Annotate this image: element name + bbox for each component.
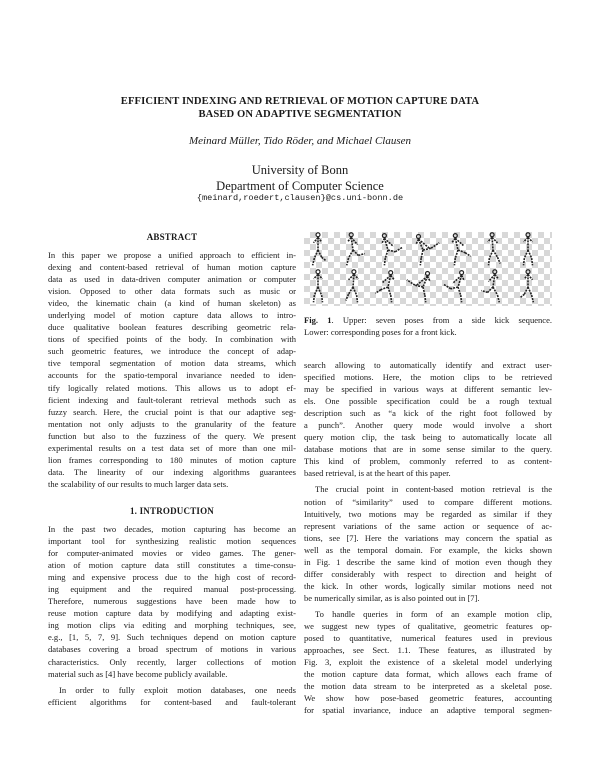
body-line: Fig. 3, exploit the existence of a skeletal model underlying — [304, 657, 552, 668]
body-line: differ considerably with respect to direction and height of — [304, 568, 552, 579]
body-line: description such as “a kick of the right foot followed by — [304, 408, 552, 419]
abstract-line: such geometric features, we introduce the concept of adap- — [48, 346, 296, 357]
skeleton-pose — [416, 235, 439, 266]
body-line: may be specified in various ways at different semantic lev- — [304, 384, 552, 395]
intro-line: reuse motion capture data by modifying and adapting exist- — [48, 608, 296, 619]
email-address: {meinard,roedert,clausen}@cs.uni-bonn.de — [196, 193, 404, 203]
body-line: We show how pose-based geometric features, accounting — [304, 693, 552, 704]
affiliation-university: University of Bonn — [251, 163, 349, 177]
intro-line: ing equipment and the required manual post-processing. — [48, 584, 296, 595]
body-line: the motion capture data format, which allows each frame of — [304, 669, 552, 680]
body-line: Intuitively, two motions may be regarded as similar if they — [304, 508, 552, 519]
abstract-line: vision. Opposed to other data formats such as music or — [48, 286, 296, 297]
figure-caption-label: Fig. 1 — [304, 315, 332, 325]
figure-caption-line-1: . Upper: seven poses from a side kick sequence. — [331, 315, 553, 325]
abstract-body — [48, 249, 296, 490]
skeleton-pose — [488, 233, 501, 266]
intro-line: ation of motion capture data still constitutes a time-consu- — [48, 560, 296, 571]
skeleton-pose — [382, 234, 403, 266]
abstract-line: ficient indexing and fault-tolerant retrieval methods such as — [48, 394, 296, 405]
body-line: The crucial point in content-based motion retrieval is the — [315, 484, 552, 495]
intro-line: material such as [4] have become publicly available. — [48, 668, 228, 679]
introduction-body — [48, 523, 296, 708]
intro-line: for computer-animated movies or video games. The gener- — [48, 548, 296, 559]
abstract-line: lion frames corresponding to 180 minutes of motion capture — [48, 454, 296, 465]
abstract-line: video, the kinematic chain (a kind of human skeleton) as — [48, 298, 296, 309]
email — [40, 193, 560, 203]
body-line: To handle queries in form of an example motion clip, — [315, 608, 552, 619]
body-line: approaches, see Sect. 1.1. These features, as illustrated by — [304, 645, 552, 656]
affiliation — [40, 163, 560, 194]
abstract-line: fuzzy search. Here, the crucial point is that our adaptive seg- — [48, 406, 296, 417]
body-line: we suggest new types of qualitative, geometric features op- — [304, 620, 552, 631]
body-line: a punch”. Another query mode would involve a short — [304, 420, 552, 431]
body-line: the motion data stream to be interpreted as a skeletal pose. — [304, 681, 552, 692]
abstract-line: underlying model of motion capture data allows to intro- — [48, 310, 296, 321]
abstract-line: dexing and content-based retrieval of human motion capture — [48, 262, 296, 273]
figure-caption — [304, 314, 552, 338]
intro-line: efficient algorithms for content-based and fault-tolerant — [48, 696, 296, 707]
intro-line: important tool for synthesizing realistic motion sequences — [48, 536, 296, 547]
intro-line: ming and expensive process due to the high cost of record- — [48, 572, 296, 583]
skeleton-pose — [313, 233, 327, 266]
paper-title — [40, 95, 560, 121]
figure-caption-line-2: Lower: corresponding poses for a front kick. — [304, 327, 457, 337]
abstract-heading: ABSTRACT — [146, 232, 198, 242]
body-line: els. One possible specification could be a rough textual — [304, 396, 552, 407]
body-line: database motions that are in some sense similar to the query. — [304, 444, 552, 455]
body-line: be numerically similar, as is also pointed out in [7]. — [304, 592, 480, 603]
skeleton-pose — [452, 234, 471, 266]
authors: Meinard Müller, Tido Röder, and Michael Clausen — [188, 135, 412, 147]
body-line: the kick. In other words, logically similar motions need not — [304, 580, 552, 591]
body-line: search allowing to automatically identify and extract user- — [304, 360, 552, 370]
intro-line: In the past two decades, motion capturing has become an — [48, 524, 296, 534]
title-line-2: BASED ON ADAPTIVE SEGMENTATION — [198, 109, 402, 120]
skeleton-pose — [520, 270, 534, 303]
affiliation-department: Department of Computer Science — [216, 178, 384, 193]
intro-line: ing motion clips via editing and morphing techniques, see, — [48, 620, 296, 631]
skeleton-pose — [524, 233, 533, 266]
abstract-line: tions of specified points of the body. In combination with — [48, 334, 296, 345]
skeleton-pose — [314, 270, 323, 303]
skeleton-pose — [481, 270, 499, 303]
skeleton-pose — [407, 272, 430, 303]
body-line: based retrieval, is at the heart of this paper. — [304, 468, 451, 479]
abstract-line: duce qualitative boolean features describing geometric rela- — [48, 322, 296, 333]
intro-line: databases covering a broad spectrum of motions in various — [48, 644, 296, 655]
intro-line: characteristics. Only recently, larger collections of motion — [48, 656, 296, 667]
abstract-line: experimental results on a test data set of more than one mil- — [48, 442, 296, 453]
body-line: notion of “similarity” used to compare different motions. — [304, 496, 552, 507]
intro-line: Therefore, numerous suggestions have been made how to — [48, 596, 296, 607]
body-line: specified motions. Here, the motion clips to be retrieved — [304, 372, 552, 383]
body-line: tions, see [7]. Here the variations may concern the spatial as — [304, 532, 552, 543]
abstract-line: tive temporal segmentation of motion data streams, which — [48, 358, 296, 369]
abstract-line: data. The linearity of our indexing algorithms guarantees — [48, 466, 296, 477]
figure-1 — [304, 232, 552, 306]
body-line: posed to quantitative, numerical features used in previous — [304, 633, 552, 644]
skeleton-pose — [346, 270, 359, 303]
body-line: well as the temporal domain. For example, the kicks shown — [304, 544, 552, 555]
skeleton-pose — [347, 233, 365, 266]
abstract-line: accounts for the spatio-temporal invariance needed to iden- — [48, 370, 296, 381]
intro-line: In order to fully exploit motion databases, one needs — [59, 684, 296, 695]
body-line: query motion clip, the task being to automatically locate all — [304, 432, 552, 443]
title-line-1: EFFICIENT INDEXING AND RETRIEVAL OF MOTION CAPTURE DATA — [120, 96, 480, 107]
body-line: This kind of problem, commonly referred to as content- — [304, 456, 552, 467]
right-column-body — [304, 359, 552, 716]
skeleton-pose — [444, 271, 465, 303]
abstract-line: mentation not only adjusts to the granularity of the feature — [48, 418, 296, 429]
intro-line: e.g., [1, 5, 7, 9]. Such techniques depend on motion capture — [48, 632, 296, 643]
body-line: for spatial invariance, induce an adaptive temporal segmen- — [304, 705, 552, 716]
skeleton-poses-figure — [304, 232, 552, 306]
abstract-line: In this paper we propose a unified approach to efficient in- — [48, 250, 296, 260]
abstract-line: tify logically related motions. This allows us to adopt ef- — [48, 382, 296, 393]
abstract-line: the scalability of our results to much larger data sets. — [48, 478, 229, 489]
abstract-line: data as used in data-driven computer animation or computer — [48, 274, 296, 285]
abstract-line: function but also to the fuzziness of the query. We present — [48, 430, 296, 441]
introduction-heading: 1. INTRODUCTION — [129, 506, 214, 516]
skeleton-pose — [375, 271, 394, 303]
body-line: represent variations of the same action or sequence of ac- — [304, 520, 552, 531]
body-line: in Fig. 1 describe the same kind of motion even though they — [304, 556, 552, 567]
